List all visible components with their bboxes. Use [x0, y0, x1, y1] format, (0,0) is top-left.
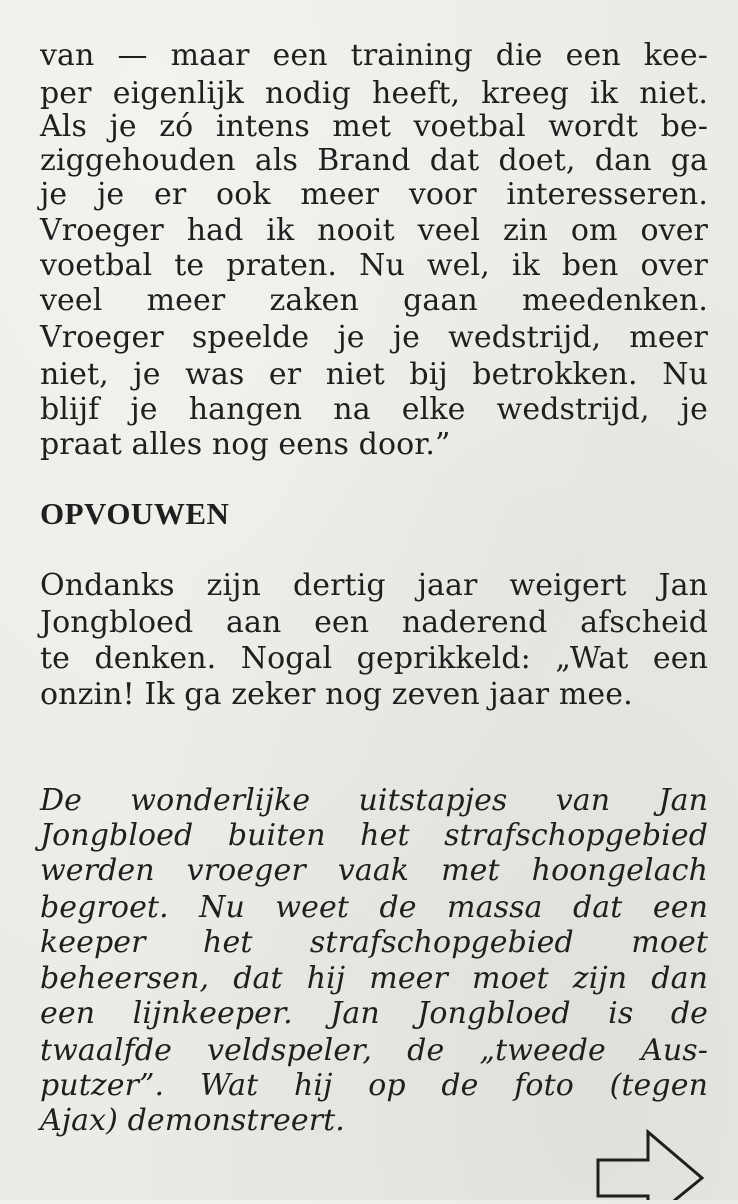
text-line: onzin! Ik ga zeker nog zeven jaar mee. [40, 677, 633, 712]
section-heading: OPVOUWEN [40, 496, 230, 531]
text-line: Vroeger speelde je je wedstrijd, meer [40, 320, 708, 355]
text-line: Vroeger had ik nooit veel zin om over [40, 213, 708, 248]
text-line: je je er ook meer voor interesseren. [40, 177, 708, 212]
text-line: te denken. Nogal geprikkeld: „Wat een [40, 641, 708, 676]
text-line: veel meer zaken gaan meedenken. [40, 283, 708, 318]
caption-line: twaalfde veldspeler, de „tweede Aus- [40, 1033, 708, 1068]
caption-line: De wonderlijke uitstapjes van Jan [40, 783, 708, 818]
caption-line: Ajax) demonstreert. [40, 1103, 345, 1138]
caption-line: beheersen, dat hij meer moet zijn dan [40, 961, 708, 996]
caption-line: putzer”. Wat hij op de foto (tegen [40, 1068, 708, 1103]
text-line: voetbal te praten. Nu wel, ik ben over [40, 248, 708, 283]
caption-line: begroet. Nu weet de massa dat een [40, 890, 708, 925]
text-line: praat alles nog eens door.” [40, 427, 451, 462]
text-line: per eigenlijk nodig heeft, kreeg ik niet. [40, 76, 708, 111]
text-line: ziggehouden als Brand dat doet, dan ga [40, 143, 708, 178]
text-line: blijf je hangen na elke wedstrijd, je [40, 392, 708, 427]
text-line: Ondanks zijn dertig jaar weigert Jan [40, 568, 708, 603]
text-line: niet, je was er niet bij betrokken. Nu [40, 357, 708, 392]
text-line: Als je zó intens met voetbal wordt be- [40, 109, 708, 144]
caption-line: Jongbloed buiten het strafschopgebied [40, 818, 708, 853]
caption-line: werden vroeger vaak met hoongelach [40, 853, 708, 888]
caption-line: een lijnkeeper. Jan Jongbloed is de [40, 996, 708, 1031]
caption-line: keeper het strafschopgebied moet [40, 925, 708, 960]
text-line: van — maar een training die een kee- [40, 38, 708, 73]
text-line: Jongbloed aan een naderend afscheid [40, 605, 708, 640]
arrow-right-outline-icon [596, 1128, 706, 1200]
